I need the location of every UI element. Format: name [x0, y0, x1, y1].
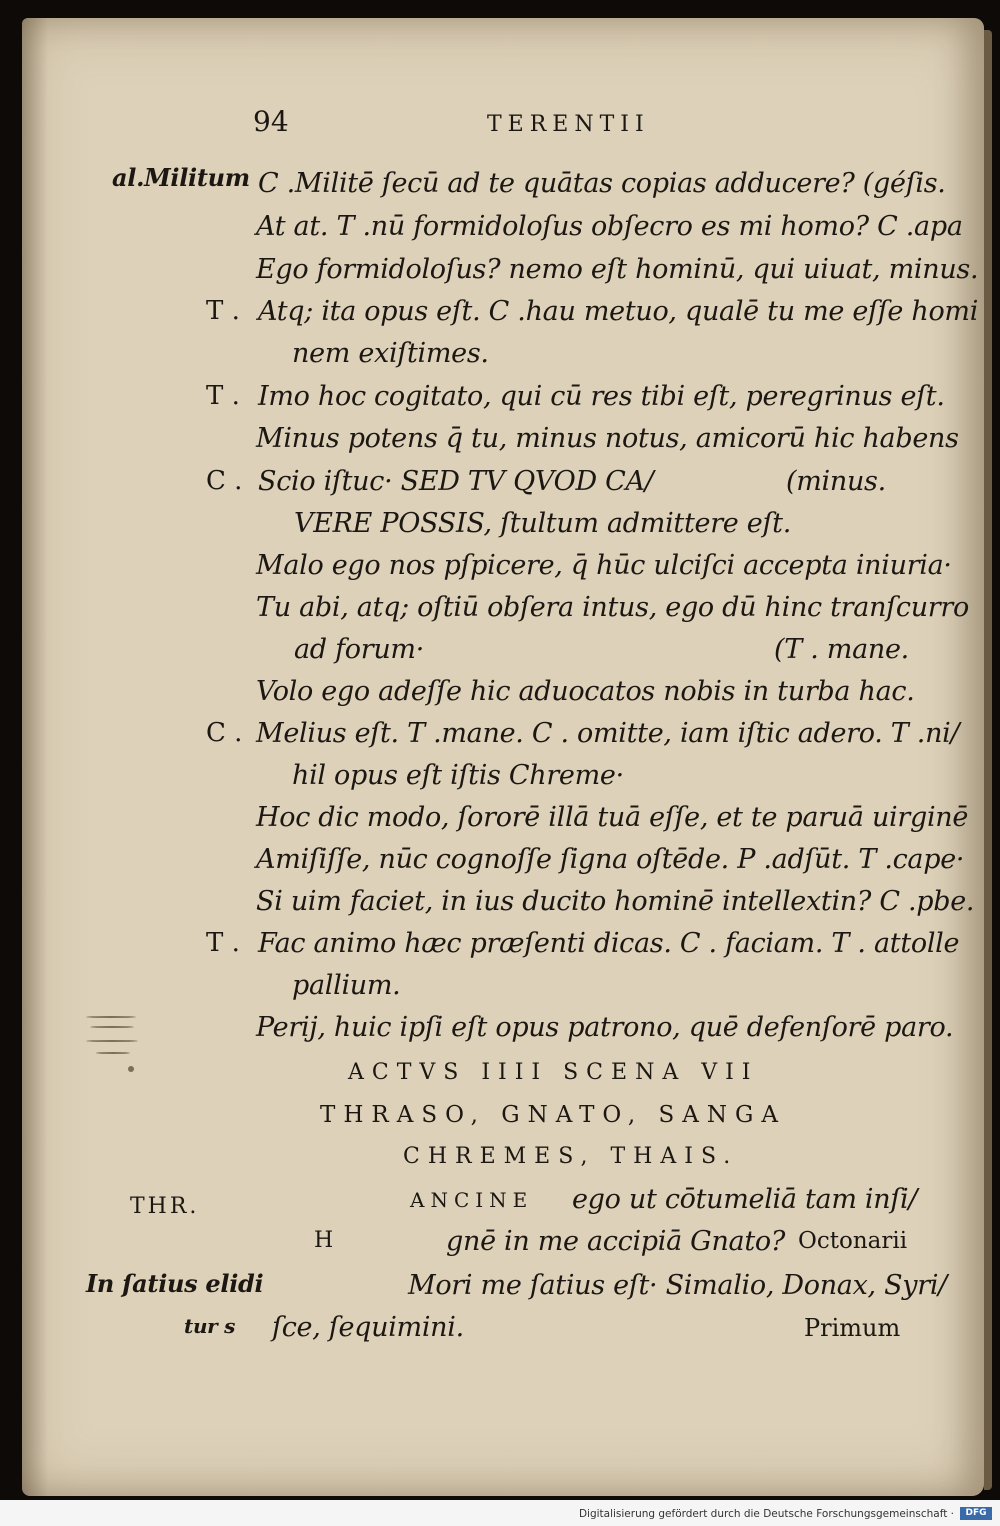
margin-note-bottom: In ſatius elidi	[86, 1269, 264, 1298]
page-number: 94	[253, 105, 289, 138]
spine-shadow	[22, 18, 48, 1496]
cast-list: CHREMES, THAIS.	[403, 1144, 739, 1169]
text-line: Tu abi, atq; oſtiū obſera intus, ego dū hinc tranſcurro	[256, 592, 969, 623]
text-line: Minus potens q̄ tu, minus notus, amicorū hic habens	[256, 423, 959, 454]
initial-letter: H	[314, 1228, 334, 1253]
text-line: Ego formidoloſus? nemo eſt hominū, qui uiuat, minus.	[256, 254, 979, 285]
dfg-logo: DFG	[960, 1507, 992, 1520]
text-line: ad forum·	[294, 634, 424, 665]
running-title: TERENTII	[487, 112, 650, 137]
speaker-tag: T .	[206, 381, 240, 411]
scene-line: ſce, ſequimini.	[272, 1312, 464, 1343]
text-line: Imo hoc cogitato, qui cū res tibi eſt, peregrinus eſt.	[258, 381, 945, 412]
footer-bar	[0, 1500, 1000, 1526]
speaker-tag: T .	[206, 928, 240, 958]
scene-line: gnē in me accipiā Gnato?	[446, 1226, 786, 1257]
footer-credit: Digitalisierung gefördert durch die Deutsche Forschungsgemeinschaft ·	[578, 1508, 954, 1520]
speaker-tag: C .	[206, 718, 243, 748]
margin-note-top: al.Militum	[112, 163, 250, 192]
margin-note-bottom: tur s	[184, 1314, 236, 1338]
text-line: Hoc dic modo, ſororē illā tuā eſſe, et te paruā uirginē	[256, 802, 969, 833]
speaker-tag: C .	[206, 466, 243, 496]
speaker-tag: T .	[206, 296, 240, 326]
text-line: pallium.	[292, 970, 401, 1001]
text-line: Amiſiſſe, nūc cognoſſe ſigna oſtēde. P .adſūt. T .cape·	[256, 844, 965, 875]
cast-list: THRASO, GNATO, SANGA	[320, 1102, 787, 1128]
text-line: C .Militē ſecū ad te quātas copias adducere? (géſis.	[258, 168, 946, 199]
margin-note-right: Octonarii	[798, 1228, 908, 1254]
scene-heading: ACTVS IIII SCENA VII	[348, 1060, 759, 1085]
text-line: hil opus eſt iſtis Chreme·	[292, 760, 624, 791]
text-line-continuation: (minus.	[786, 466, 886, 497]
text-line: Si uim faciet, in ius ducito hominē intellextin? C .pbe.	[256, 886, 975, 917]
ink-smudge	[86, 1012, 142, 1074]
text-line: nem exiſtimes.	[292, 338, 489, 369]
scene-line: ego ut cōtumeliā tam inſi/	[572, 1184, 918, 1215]
text-line: Volo ego adeſſe hic aduocatos nobis in turba hac.	[256, 676, 915, 707]
text-line: VERE POSSIS, ſtultum admittere eſt.	[294, 508, 791, 539]
scene-line: Mori me ſatius eſt· Simalio, Donax, Syri/	[408, 1270, 947, 1301]
text-line-continuation: (T . mane.	[774, 634, 909, 665]
text-line: Atq; ita opus eſt. C .hau metuo, qualē tu me eſſe homi	[258, 296, 979, 327]
text-line: Melius eſt. T .mane. C . omitte, iam iſtic adero. T .ni/	[256, 718, 960, 749]
text-line: Perij, huic ipſi eſt opus patrono, quē defenſorē paro.	[256, 1012, 954, 1043]
text-line: Fac animo hæc præſenti dicas. C . faciam. T . attolle	[258, 928, 960, 959]
text-line: At at. T .nū formidoloſus obſecro es mi homo? C .apa	[256, 211, 963, 242]
speaker-thr: THR.	[130, 1194, 200, 1219]
catchword: Primum	[804, 1314, 901, 1342]
scene-caps: ANCINE	[410, 1188, 534, 1212]
text-line: Malo ego nos pſpicere, q̄ hūc ulciſci accepta iniuria·	[256, 550, 952, 581]
page-edge	[984, 30, 992, 1490]
text-line: Scio iſtuc· SED TV QVOD CA/	[258, 466, 654, 497]
